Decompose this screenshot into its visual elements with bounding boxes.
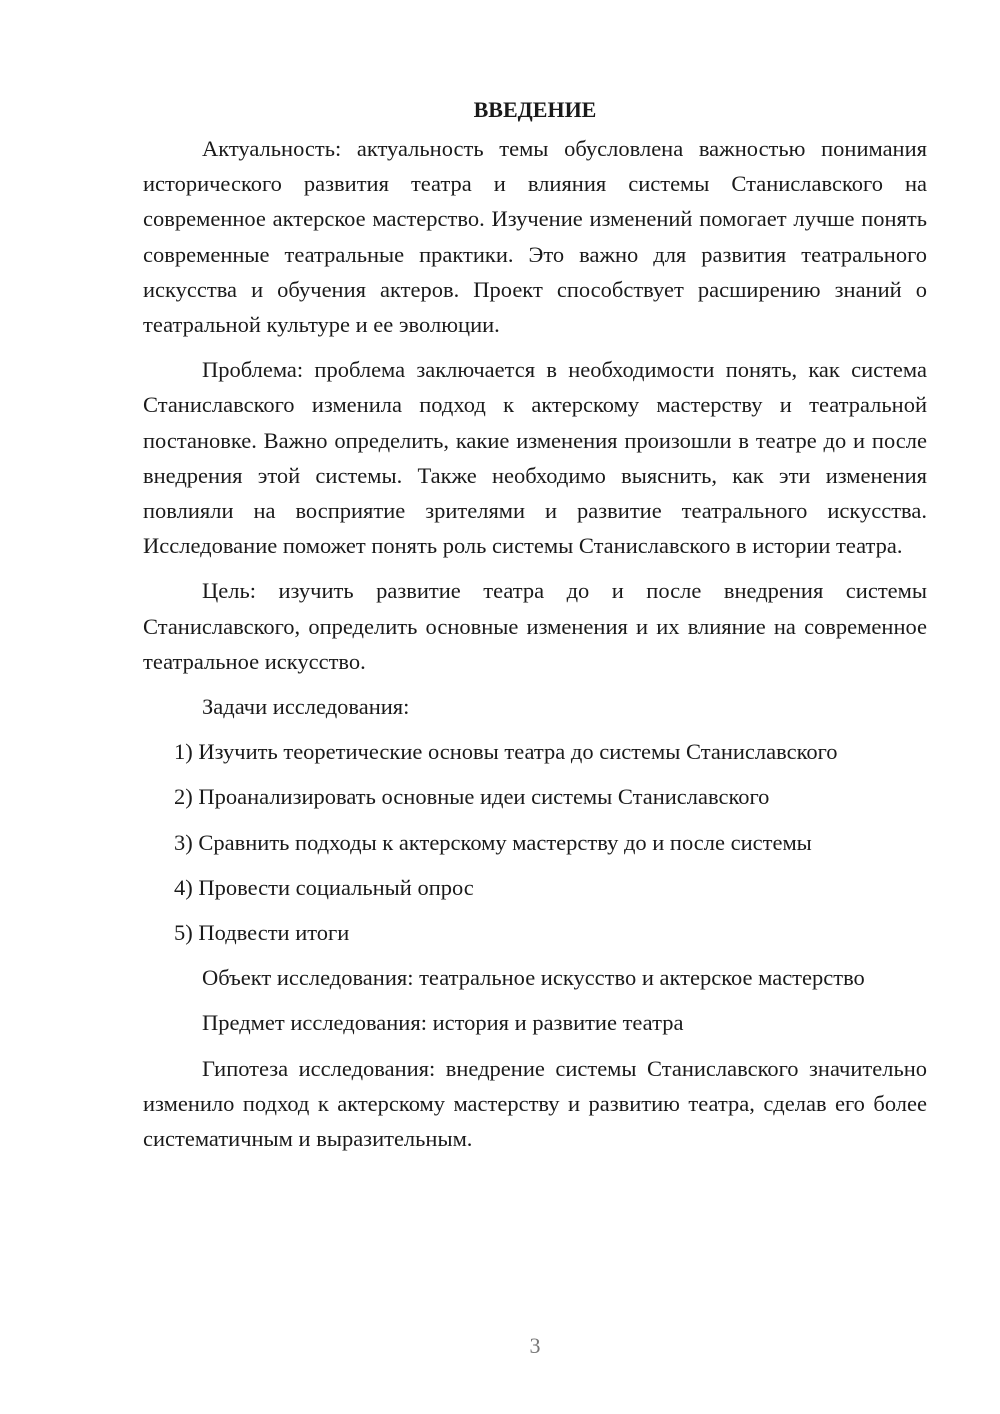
hypothesis-paragraph: Гипотеза исследования: внедрение системы Станиславского значительно изменило подход к актерскому мастерству и развитию театра, сделав его более систематичным и выразительным. — [143, 1055, 927, 1152]
task-item: 4) Провести социальный опрос — [174, 874, 474, 900]
task-item: 2) Проанализировать основные идеи системы Станиславского — [174, 784, 770, 810]
tasks-list — [143, 734, 927, 950]
tasks-heading: Задачи исследования: — [202, 694, 410, 720]
relevance-paragraph: Актуальность: актуальность темы обусловлена важностью понимания исторического развития театра и влияния системы Станиславского на современное актерское мастерство. Изучение изменений помогает лучше понять современные театральные практики. Это важно для развития театрального искусства и обучения актеров. Проект способствует расширению знаний о театральной культуре и ее эволюции. — [143, 136, 927, 338]
problem-paragraph: Проблема: проблема заключается в необходимости понять, как система Станиславского изменила подход к актерскому мастерству и театральной постановке. Важно определить, какие изменения произошли в театре до и после внедрения этой системы. Также необходимо выяснить, как эти изменения повлияли на восприятие зрителями и развитие театрального искусства. Исследование поможет понять роль системы Станиславского в истории театра. — [143, 357, 927, 559]
goal-paragraph: Цель: изучить развитие театра до и после внедрения системы Станиславского, определить основные изменения и их влияние на современное театральное искусство. — [143, 578, 927, 674]
document-page — [143, 92, 927, 1166]
subject-paragraph: Предмет исследования: история и развитие театра — [202, 1010, 684, 1036]
object-paragraph: Объект исследования: театральное искусство и актерское мастерство — [202, 965, 865, 991]
document-title: ВВЕДЕНИЕ — [473, 97, 597, 122]
task-item: 5) Подвести итоги — [174, 920, 350, 946]
page-number: 3 — [529, 1333, 541, 1358]
task-item: 3) Сравнить подходы к актерскому мастерству до и после системы — [174, 829, 812, 855]
task-item: 1) Изучить теоретические основы театра до системы Станиславского — [174, 739, 838, 765]
